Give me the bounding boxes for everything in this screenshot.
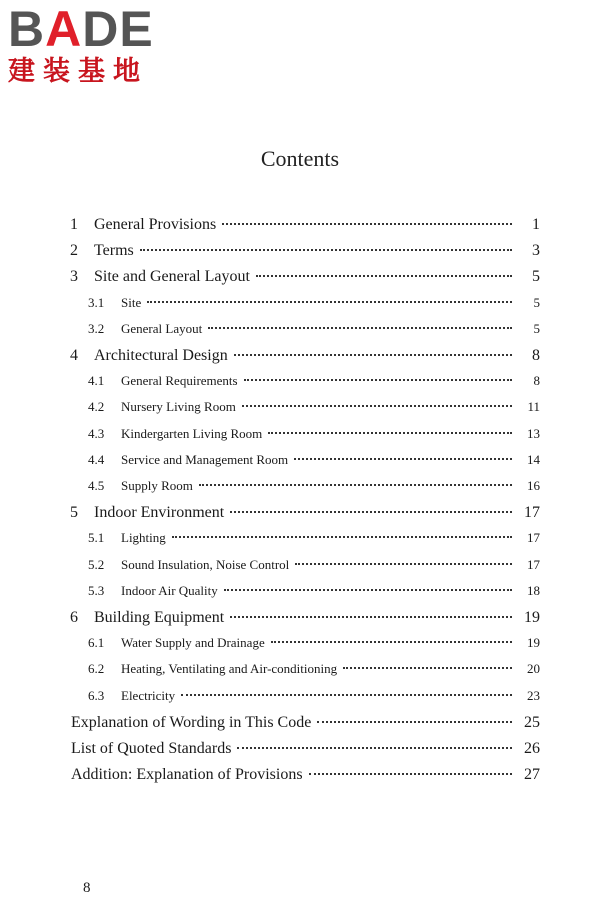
toc-dot-leader — [224, 587, 512, 591]
logo-letters-post: DE — [82, 1, 154, 57]
toc-dot-leader — [237, 745, 512, 749]
toc-entry-label: Building Equipment — [94, 609, 225, 626]
toc-entry-page: 16 — [527, 478, 540, 493]
toc-dot-leader — [242, 403, 512, 407]
toc-entry-page: 8 — [533, 373, 540, 389]
toc-entry-page: 11 — [527, 399, 540, 415]
toc-entry — [0, 714, 600, 734]
toc-entry — [0, 321, 600, 341]
toc-entry-number: 3.2 — [88, 320, 105, 336]
toc-entry-page: 5 — [533, 294, 540, 310]
toc-entry-label: General Requirements — [121, 373, 238, 389]
toc-entry-label: Lighting — [121, 530, 166, 546]
toc-entry-page: 23 — [527, 687, 540, 703]
toc-entry-page: 5 — [533, 320, 540, 336]
toc-entry — [0, 452, 600, 472]
toc-entry-label: Architectural Design — [94, 347, 228, 364]
toc-entry-number: 5 — [70, 504, 78, 522]
toc-entry — [0, 216, 600, 236]
toc-entry-label: Kindergarten Living Room — [121, 425, 263, 441]
logo-wordmark — [8, 1, 178, 57]
toc-entry-page: 26 — [524, 740, 540, 757]
toc-entry-label: Service and Management Room — [121, 451, 289, 467]
toc-entry — [0, 373, 600, 393]
toc-entry-page: 1 — [532, 216, 540, 233]
toc-entry-number: 3.1 — [88, 294, 105, 310]
toc-dot-leader — [181, 692, 512, 696]
toc-entry-number: 4.4 — [88, 451, 105, 467]
toc-entry-label: Heating, Ventilating and Air-conditioning — [121, 661, 338, 677]
toc-entry-page: 19 — [524, 609, 540, 626]
toc-entry-page: 17 — [527, 530, 540, 546]
toc-entry-label: Indoor Environment — [94, 504, 225, 522]
page-number: 8 — [83, 880, 91, 896]
toc-entry — [0, 347, 600, 367]
toc-entry-page: 18 — [527, 582, 540, 598]
toc-entry-page: 3 — [532, 242, 540, 260]
toc-entry-number: 4 — [70, 347, 78, 364]
toc-entry — [0, 504, 600, 524]
toc-entry-number: 4.2 — [88, 399, 105, 415]
toc-entry-page: 20 — [527, 661, 540, 677]
toc-entry — [0, 426, 600, 446]
toc-entry-page: 13 — [527, 425, 540, 441]
toc-dot-leader — [294, 456, 512, 460]
toc-dot-leader — [147, 299, 512, 303]
toc-dot-leader — [234, 352, 512, 356]
toc-entry-label: Site and General Layout — [94, 268, 250, 286]
toc-entry-page: 27 — [524, 766, 540, 784]
toc-entry-label: Electricity — [121, 687, 176, 703]
bade-logo — [8, 1, 178, 88]
toc-entry — [0, 557, 600, 577]
toc-entry-number: 6.3 — [88, 687, 105, 703]
toc-entry-label: Nursery Living Room — [121, 399, 236, 415]
toc-dot-leader — [309, 771, 512, 775]
toc-entry-page: 19 — [527, 635, 540, 651]
toc-dot-leader — [295, 561, 512, 565]
toc-dot-leader — [343, 665, 512, 669]
toc-entry-number: 6 — [70, 609, 78, 626]
toc-entry-label: Sound Insulation, Noise Control — [121, 556, 290, 572]
toc-entry-label: Water Supply and Drainage — [121, 635, 265, 651]
toc-entry — [0, 635, 600, 655]
toc-entry — [0, 478, 600, 498]
toc-entry-label: General Layout — [121, 320, 203, 336]
toc-entry-number: 4.3 — [88, 425, 105, 441]
toc-entry — [0, 295, 600, 315]
toc-dot-leader — [172, 534, 512, 538]
toc-dot-leader — [230, 614, 512, 618]
toc-entry-number: 4.5 — [88, 478, 105, 493]
toc-entry-number: 6.1 — [88, 635, 105, 651]
toc-entry-page: 5 — [532, 268, 540, 286]
toc-dot-leader — [317, 719, 512, 723]
toc-entry — [0, 609, 600, 629]
logo-subtitle: 建装基地 — [8, 56, 148, 87]
toc-entry-label: Site — [121, 294, 142, 310]
toc-dot-leader — [271, 639, 512, 643]
toc-dot-leader — [140, 247, 512, 251]
toc-dot-leader — [230, 509, 512, 513]
toc-entry — [0, 766, 600, 786]
toc-entry — [0, 740, 600, 760]
toc-entry-number: 5.1 — [88, 530, 105, 546]
toc-entry-page: 17 — [524, 504, 540, 522]
toc-entry-number: 4.1 — [88, 373, 105, 389]
toc-entry-label: Indoor Air Quality — [121, 582, 218, 598]
toc-entry-number: 5.2 — [88, 556, 105, 572]
toc-entry-label: List of Quoted Standards — [71, 740, 232, 757]
toc-entry-number: 5.3 — [88, 582, 105, 598]
toc-entry — [0, 268, 600, 288]
toc-entry — [0, 583, 600, 603]
toc-entry-page: 14 — [527, 451, 540, 467]
toc-entry-label: Supply Room — [121, 478, 193, 493]
toc-entry-number: 2 — [70, 242, 78, 260]
toc-dot-leader — [199, 482, 512, 486]
toc-dot-leader — [244, 377, 512, 381]
page-title: Contents — [260, 146, 340, 171]
toc-entry-page: 8 — [532, 347, 540, 364]
toc-entry-label: Terms — [94, 242, 134, 260]
toc-entry-number: 1 — [70, 216, 78, 233]
toc-entry-page: 25 — [524, 713, 540, 731]
toc-dot-leader — [268, 430, 512, 434]
toc-dot-leader — [256, 273, 512, 277]
toc-dot-leader — [222, 221, 512, 225]
logo-letters-pre: B — [8, 1, 46, 57]
toc-entry-label: Addition: Explanation of Provisions — [71, 766, 303, 784]
toc-entry — [0, 688, 600, 708]
toc-entry-number: 6.2 — [88, 661, 105, 677]
toc-entry — [0, 530, 600, 550]
toc-entry — [0, 661, 600, 681]
toc-entry-page: 17 — [527, 556, 540, 572]
toc-dot-leader — [208, 325, 512, 329]
toc-entry — [0, 399, 600, 419]
toc-entry-label: Explanation of Wording in This Code — [71, 713, 312, 731]
toc-entry-number: 3 — [70, 268, 78, 286]
toc-entry — [0, 242, 600, 262]
toc-entry-label: General Provisions — [94, 216, 217, 233]
logo-accent-letter: A — [45, 1, 83, 57]
